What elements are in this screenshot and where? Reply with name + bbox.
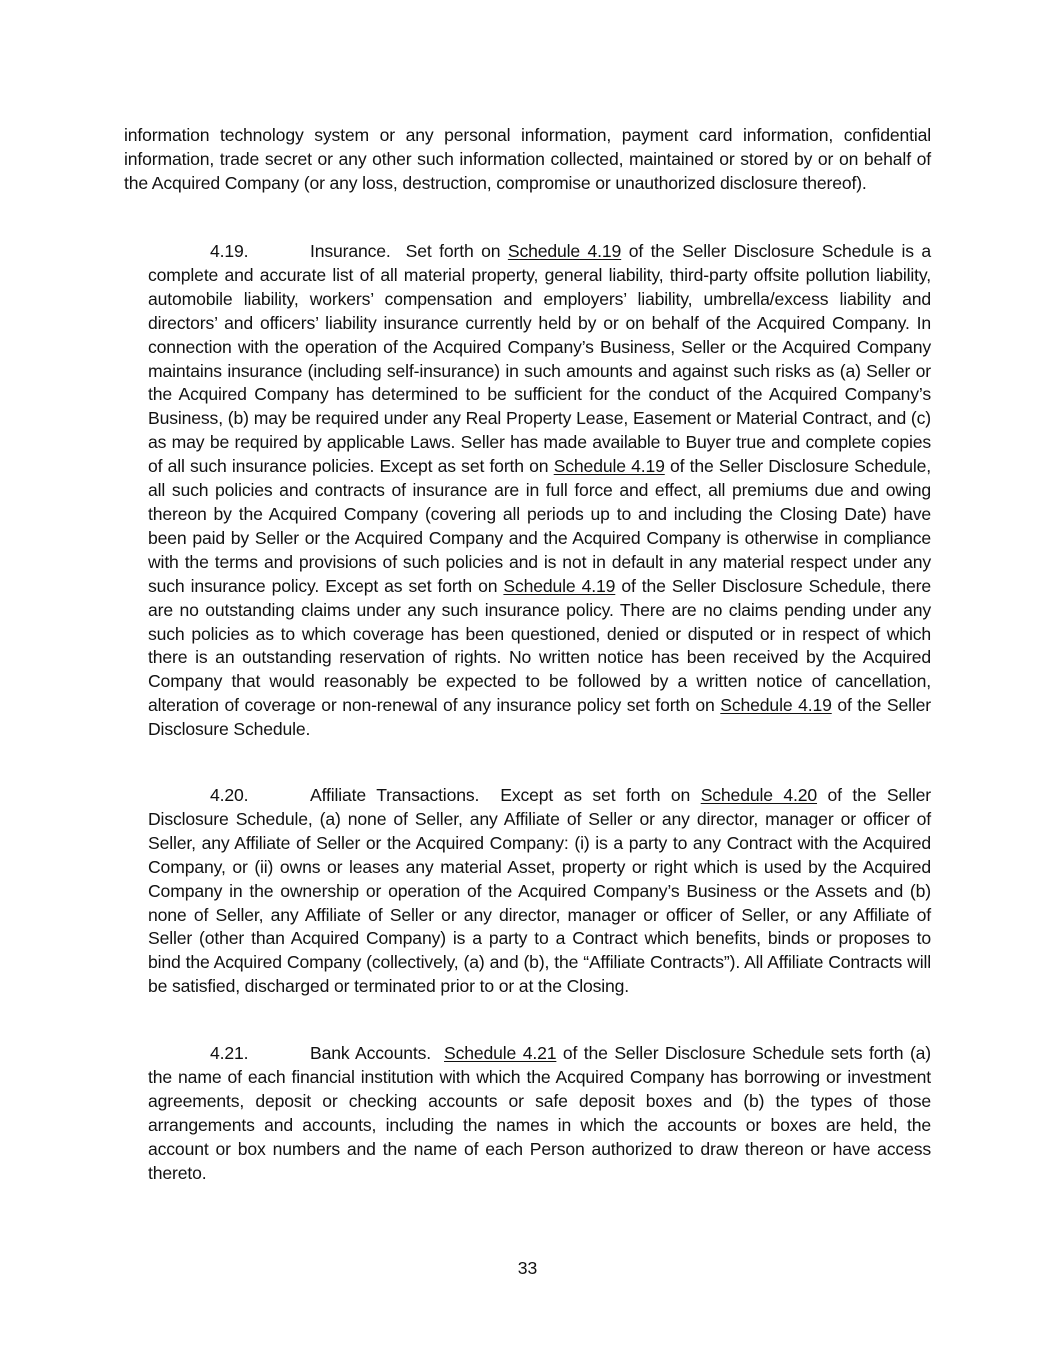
schedule-reference: Schedule 4.19 xyxy=(503,575,616,596)
section-number: 4.21. xyxy=(210,1043,249,1063)
continuation-paragraph: information technology system or any personal information, payment card information, confidential information, trade secret or any other such information collected, maintained or stored by or on behalf of the Acquired Company (or any loss, destruction, compromise or unauthorized disclosure thereof). xyxy=(124,125,931,193)
body-text: of the Seller Disclosure Schedule. xyxy=(148,695,932,740)
section-number: 4.19. xyxy=(210,241,249,261)
body-text: Set forth on xyxy=(405,241,508,261)
section-4-20 xyxy=(148,784,931,999)
body-text: of the Seller Disclosure Schedule, (a) none of Seller, any Affiliate of Seller or any director, manager or officer of Seller, any Affiliate of Seller or the Acquired Company: (i) is a party to any Contract with the Acquired Company, or (ii) owns or leases any material Asset, property or right which is used by the Acquired Company in the ownership or operation of the Acquired Company’s Business or the Assets and (b) none of Seller, any Affiliate of Seller or any director, manager or officer of Seller, or any Affiliate of Seller (other than Acquired Company) is a party to a Contract which benefits, binds or proposes to bind the Acquired Company (collectively, (a) and (b), the “Affiliate Contracts”). All Affiliate Contracts will be satisfied, discharged or terminated prior to or at the Closing. xyxy=(148,785,931,997)
schedule-reference: Schedule 4.20 xyxy=(700,785,818,805)
schedule-reference: Schedule 4.21 xyxy=(444,1043,557,1063)
body-text: of the Seller Disclosure Schedule sets forth (a) the name of each financial institution with which the Acquired Company has borrowing or investment agreements, deposit or checking accounts or safe deposit boxes and (b) the types of those arrangements and accounts, including the names in which the accounts or boxes are held, the account or box numbers and the name of each Person authorized to draw thereon or have access thereto. xyxy=(148,1043,931,1183)
page-number: 33 xyxy=(517,1258,538,1278)
section-4-19 xyxy=(148,240,931,742)
schedule-reference: Schedule 4.19 xyxy=(507,241,622,261)
schedule-reference: Schedule 4.19 xyxy=(720,695,832,716)
section-number: 4.20. xyxy=(210,785,249,805)
body-text: of the Seller Disclosure Schedule is a complete and accurate list of all material property, general liability, third-party offsite pollution liability, automobile liability, workers’ compensation and employers’ liability, umbrella/excess liability and directors’ and officers’ liability insurance currently held by or on behalf of the Acquired Company. In connection with the operation of the Acquired Company’s Business, Seller or the Acquired Company maintains insurance (including self-insurance) in such amounts and against such risks as (a) Seller or the Acquired Company has determined to be sufficient for the conduct of the Acquired Company’s Business, (b) may be required under any Real Property Lease, Easement or Material Contract, and (c) as may be required by applicable Laws. Seller has made available to Buyer true and complete copies of all such insurance policies. Except as set forth on xyxy=(148,241,931,477)
body-text: of the Seller Disclosure Schedule, all such policies and contracts of insurance are in full force and effect, all premiums due and owing thereon by the Acquired Company (covering all periods up to and including the Closing Date) have been paid by Seller or the Acquired Company and the Acquired Company is otherwise in compliance with the terms and provisions of such policies and is not in default in any material respect under any such insurance policy. Except as set forth on xyxy=(148,456,932,596)
section-heading: Affiliate Transactions. xyxy=(310,785,480,805)
section-heading: Bank Accounts. xyxy=(310,1043,431,1063)
section-heading: Insurance. xyxy=(310,241,391,261)
body-text: of the Seller Disclosure Schedule, there are no outstanding claims under any such insurance policy. There are no claims pending under any such policies as to which coverage has been questioned, denied or disputed or in respect of which there is an outstanding reservation of rights. No written notice has been received by the Acquired Company that would reasonably be expected to be followed by a written notice of cancellation, alteration of coverage or non-renewal of any insurance policy set forth on xyxy=(148,575,931,716)
body-text: Except as set forth on xyxy=(500,785,701,805)
section-4-21 xyxy=(148,1042,931,1185)
schedule-reference: Schedule 4.19 xyxy=(553,456,665,477)
